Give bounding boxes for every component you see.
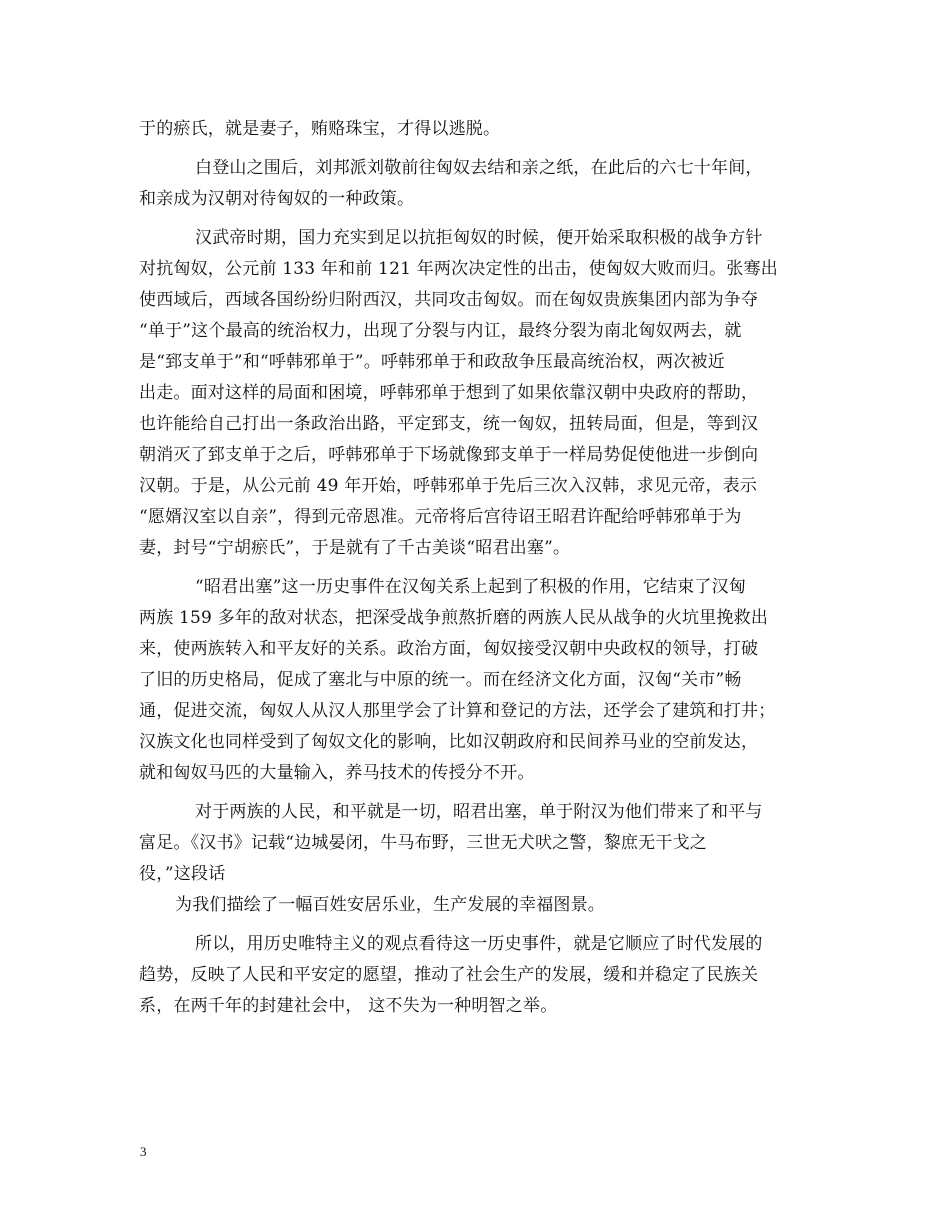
text-line: 也许能给自己打出一条政治出路，平定郅支，统一匈奴，扭转局面，但是，等到汉 [139,414,759,434]
paragraph-gap [139,564,819,572]
text-line: 对抗匈奴，公元前 133 年和前 121 年两次决定性的出击，使匈奴大败而归。张骞出 [139,259,778,279]
text-line: 朝消灭了郅支单于之后，呼韩邪单于下场就像郅支单于一样局势促使他进一步倒向 [139,445,759,465]
text-line: 来，使两族转入和平友好的关系。政治方面，匈奴接受汉朝中央政权的领导，打破 [139,639,759,659]
text-line: “愿婿汉室以自亲”，得到元帝恩准。元帝将后宫待诏王昭君许配给呼韩邪单于为 [139,507,742,527]
text-line: 所以，用历史唯特主义的观点看待这一历史事件，就是它顺应了时代发展的 [195,934,763,954]
paragraph-gap [139,145,819,153]
text-line: 于的瘀氏，就是妻子，贿赂珠宝，才得以逃脱。 [139,119,501,139]
paragraph-gap [139,215,819,223]
text-line: 富足。《汉书》记载“边城晏闭，牛马布野，三世无犬吠之警，黎庶无干戈之 [139,833,707,853]
text-line: 通，促进交流，匈奴人从汉人那里学会了计算和登记的方法，还学会了建筑和打井； [139,701,776,721]
text-line: 对于两族的人民，和平就是一切，昭君出塞，单于附汉为他们带来了和平与 [195,802,763,822]
paragraph-gap [139,789,819,797]
text-line: 役，”这段话 [139,864,226,884]
text-line: 汉族文化也同样受到了匈奴文化的影响，比如汉朝政府和民间养马业的空前发达， [139,732,759,752]
text-line: 趋势，反映了人民和平安定的愿望，推动了社会生产的发展，缓和并稳定了民族关 [139,965,759,985]
text-line: 白登山之围后，刘邦派刘敬前往匈奴去结和亲之纸，在此后的六七十年间， [195,158,763,178]
text-line: 使西域后，西域各国纷纷归附西汉，共同攻击匈奴。而在匈奴贵族集团内部为争夺 [139,290,759,310]
text-line: 和亲成为汉朝对待匈奴的一种政策。 [139,189,415,209]
text-line: 为我们描绘了一幅百姓安居乐业，生产发展的幸福图景。 [175,895,605,915]
text-line: “昭君出塞”这一历史事件在汉匈关系上起到了积极的作用，它结束了汉匈 [195,577,746,597]
text-line: 就和匈奴马匹的大量输入，养马技术的传授分不开。 [139,763,535,783]
paragraph-gap [139,921,819,929]
text-line: 妻，封号“宁胡瘀氏”，于是就有了千古美谈“昭君出塞”。 [139,538,571,558]
text-line: 系，在两千年的封建社会中， 这不失为一种明智之举。 [139,996,558,1016]
text-line: 两族 159 多年的敌对状态，把深受战争煎熬折磨的两族人民从战争的火坑里挽救出 [139,608,769,628]
text-line: 了旧的历史格局，促成了塞北与中原的统一。而在经济文化方面，汉匈“关市”畅 [139,670,742,690]
text-line: 汉武帝时期，国力充实到足以抗拒匈奴的时候，便开始采取积极的战争方针 [195,228,763,248]
page-number: 3 [140,1144,147,1159]
document-body [139,114,819,1022]
text-line: 汉朝。于是，从公元前 49 年开始，呼韩邪单于先后三次入汉韩，求见元帝，表示 [139,476,758,496]
text-line: “单于”这个最高的统治权力，出现了分裂与内讧，最终分裂为南北匈奴两去，就 [139,321,742,341]
text-line: 是“郅支单于”和“呼韩邪单于”。呼韩邪单于和政敌争压最高统治权，两次被近 [139,352,725,372]
text-line: 出走。面对这样的局面和困境，呼韩邪单于想到了如果依靠汉朝中央政府的帮助， [139,383,759,403]
